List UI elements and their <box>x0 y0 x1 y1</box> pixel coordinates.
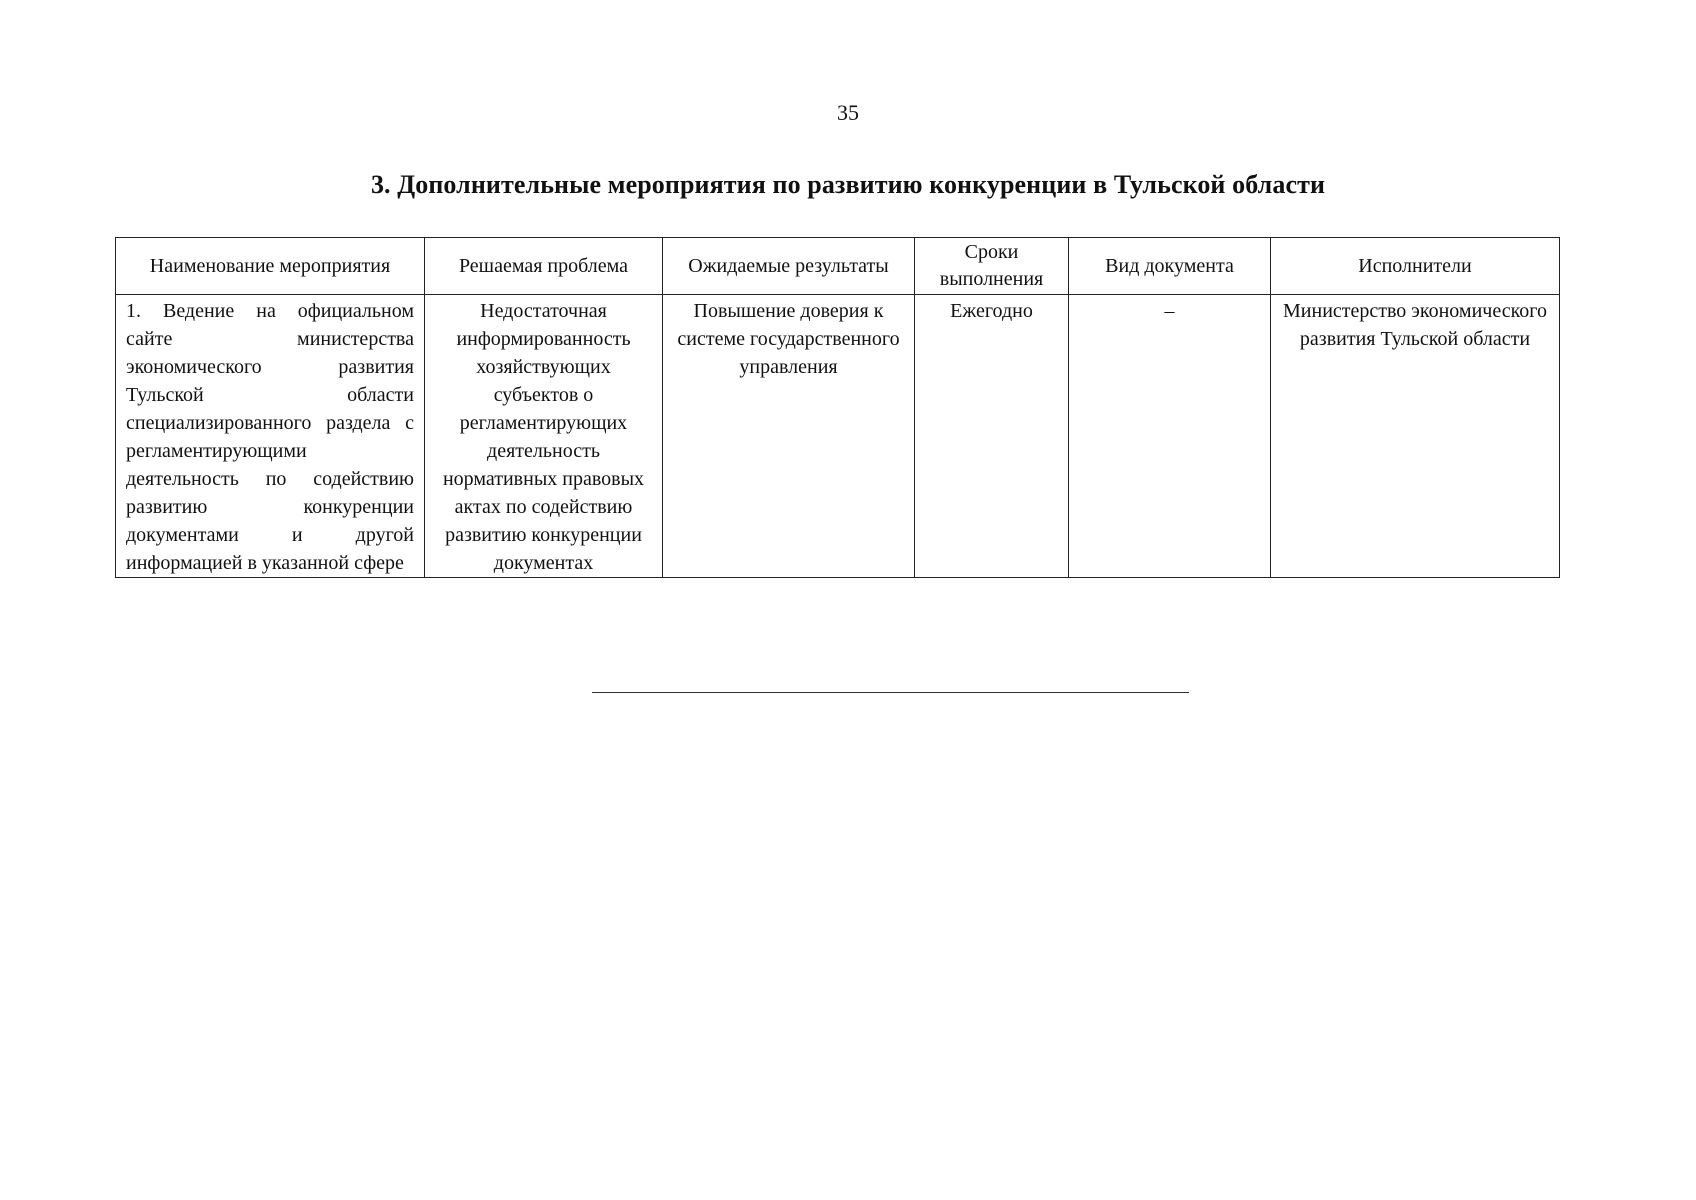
cell-executors: Министерство экономического развития Тульской области <box>1271 295 1560 578</box>
section-title: 3. Дополнительные мероприятия по развитию конкуренции в Тульской области <box>370 170 1326 199</box>
table-row <box>116 295 1560 578</box>
header-deadlines: Сроки выполнения <box>915 238 1069 295</box>
end-divider <box>592 692 1189 693</box>
measures-table <box>115 237 1560 578</box>
header-problem: Решаемая проблема <box>425 238 663 295</box>
header-measure-name: Наименование мероприятия <box>116 238 425 295</box>
cell-problem: Недостаточная информированность хозяйствующих субъектов о регламентирующих деятельность нормативных правовых актах по содействию развитию конкуренции документах <box>425 295 663 578</box>
cell-document-type: – <box>1069 295 1271 578</box>
page-number: 35 <box>837 100 859 125</box>
header-document-type: Вид документа <box>1069 238 1271 295</box>
table-header-row <box>116 238 1560 295</box>
table-header <box>116 238 1560 295</box>
table-body <box>116 295 1560 578</box>
cell-measure: 1. Ведение на официальном сайте министерства экономического развития Тульской области специализированного раздела с регламентирующими деятельность по содействию развитию конкуренции документами и другой информацией в указанной сфере <box>116 295 425 578</box>
header-executors: Исполнители <box>1271 238 1560 295</box>
cell-result: Повышение доверия к системе государственного управления <box>663 295 915 578</box>
cell-deadline: Ежегодно <box>915 295 1069 578</box>
header-expected-results: Ожидаемые результаты <box>663 238 915 295</box>
